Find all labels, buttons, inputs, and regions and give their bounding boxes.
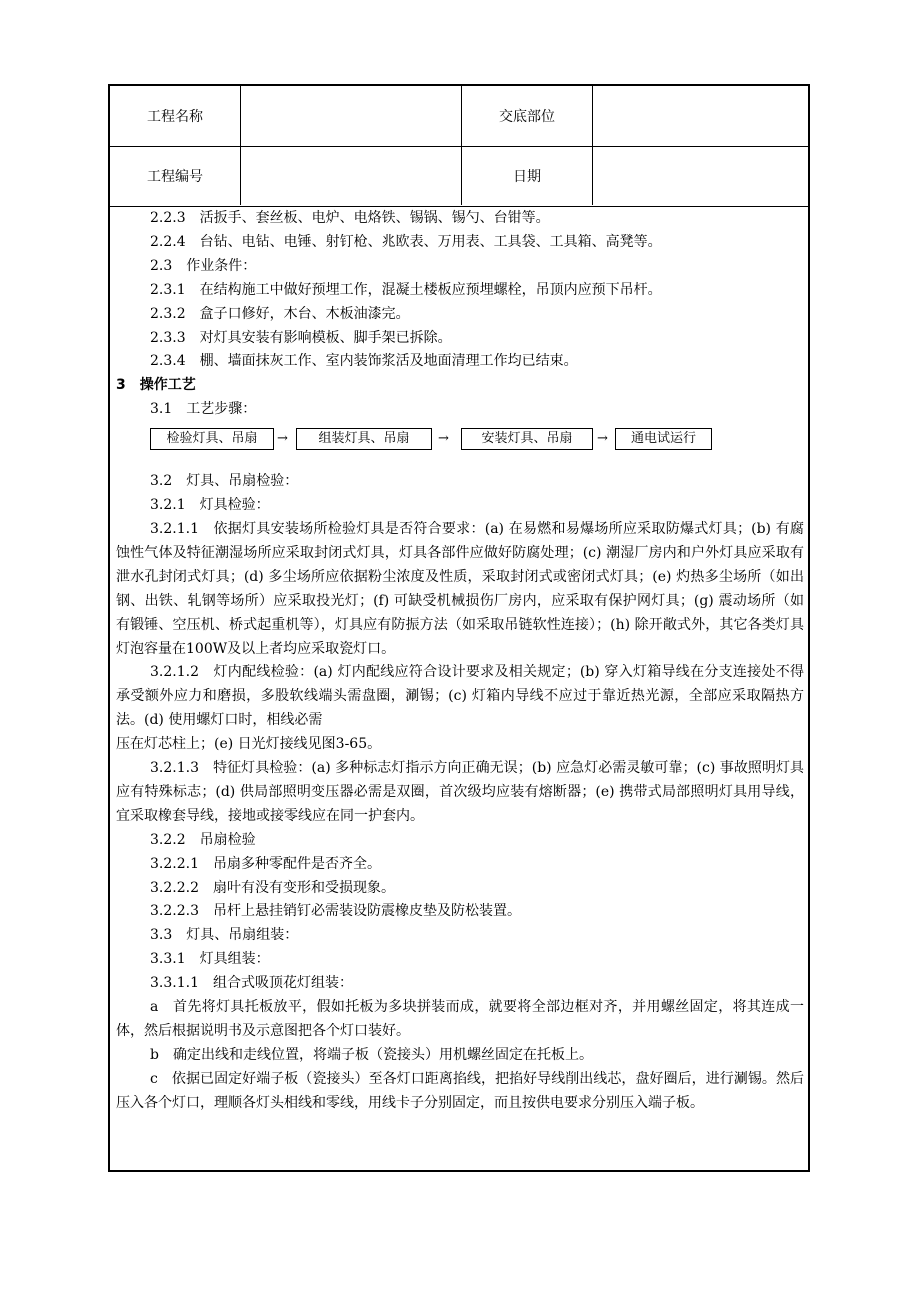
paragraph-b: b 确定出线和走线位置，将端子板（瓷接头）用机螺丝固定在托板上。 [150, 1046, 593, 1063]
paragraph-3-2-1-3: 3.2.1.3 特征灯具检验：(a) 多种标志灯指示方向正确无误；(b) 应急灯必需灵敏可靠；(c) 事故照明灯具应有特殊标志；(d) 供局部照明变压器必需是双圈，首次级均应装有熔断器；(e) 携带式局部照明灯具用导线，宜采取橡套导线，接地或接零线应在同一护套内。 [116, 760, 804, 824]
header-row-2 [110, 146, 808, 205]
line-3-3-1-1: 3.3.1.1 组合式吸顶花灯组装： [150, 975, 353, 992]
project-name-label: 工程名称 [110, 86, 241, 146]
project-no-value[interactable] [241, 146, 462, 205]
line-3-2-2-3: 3.2.2.3 吊杆上悬挂销钉必需装设防震橡皮垫及防松装置。 [150, 903, 521, 920]
header-table [110, 86, 808, 207]
flow-step-install: 安装灯具、吊扇 [461, 428, 593, 450]
header-row-1 [110, 86, 808, 147]
line-3-2-2-1: 3.2.2.1 吊扇多种零配件是否齐全。 [150, 855, 381, 872]
line-3-2-1: 3.2.1 灯具检验： [150, 497, 270, 514]
paragraph-a: a 首先将灯具托板放平，假如托板为多块拼装而成，就要将全部边框对齐，并用螺丝固定，将其连成一体，然后根据说明书及示意图把各个灯口装好。 [116, 999, 804, 1039]
date-label: 日期 [462, 146, 593, 205]
line-2-3-3: 2.3.3 对灯具安装有影响模板、脚手架已拆除。 [150, 329, 452, 346]
line-3-2: 3.2 灯具、吊扇检验： [150, 473, 299, 490]
line-3-3: 3.3 灯具、吊扇组装： [150, 927, 299, 944]
flow-arrow-3: → [597, 431, 608, 447]
project-name-value[interactable] [241, 86, 462, 146]
flow-arrow-2: → [438, 431, 449, 447]
line-3-3-1: 3.3.1 灯具组装： [150, 951, 270, 968]
line-3-1: 3.1 工艺步骤： [150, 401, 257, 418]
project-no-label: 工程编号 [110, 146, 241, 205]
line-2-2-4: 2.2.4 台钻、电钻、电锤、射钉枪、兆欧表、万用表、工具袋、工具箱、高凳等。 [150, 233, 662, 250]
line-2-3: 2.3 作业条件： [150, 257, 257, 274]
document-sheet [108, 84, 810, 1172]
section-3-heading: 3 操作工艺 [116, 377, 196, 394]
flow-step-inspect: 检验灯具、吊扇 [150, 428, 274, 450]
line-2-3-4: 2.3.4 棚、墙面抹灰工作、室内装饰浆活及地面清理工作均已结束。 [150, 353, 578, 370]
paragraph-3-2-1-1: 3.2.1.1 依据灯具安装场所检验灯具是否符合要求：(a) 在易燃和易爆场所应采取防爆式灯具；(b) 有腐蚀性气体及特征潮湿场所应采取封闭式灯具，灯具各部件应做好防腐处理；(c) 潮湿厂房内和户外灯具应采取有泄水孔封闭式灯具；(d) 多尘场所应依据粉尘浓度及性质，采取封闭式或密闭式灯具；(e) 灼热多尘场所（如出钢、出铁、轧钢等场所）应采取投光灯；(f) 可缺受机械损伤厂房内，应采取有保护网灯具；(g) 震动场所（如有锻锤、空压机、桥式起重机等），灯具应有防振方法（如采取吊链软性连接）；(h) 除开敞式外，其它各类灯具灯泡容量在100W及以上者均应采取瓷灯口。 [116, 520, 804, 657]
date-value[interactable] [593, 146, 808, 205]
flow-arrow-1: → [277, 431, 288, 447]
paragraph-3-2-1-2-cont: 压在灯芯柱上；(e) 日光灯接线见图3-65。 [116, 736, 382, 753]
line-2-3-1: 2.3.1 在结构施工中做好预埋工作，混凝土楼板应预埋螺栓，吊顶内应预下吊杆。 [150, 281, 662, 298]
line-3-2-2-2: 3.2.2.2 扇叶有没有变形和受损现象。 [150, 879, 395, 896]
flow-step-assemble: 组装灯具、吊扇 [296, 428, 432, 450]
flow-step-test-run: 通电试运行 [615, 428, 712, 450]
body-content [116, 207, 804, 1116]
handover-part-value[interactable] [593, 86, 808, 146]
paragraph-c: c 依据已固定好端子板（瓷接头）至各灯口距离掐线，把掐好导线削出线芯，盘好圈后，进行涮锡。然后压入各个灯口，理顺各灯头相线和零线，用线卡子分别固定，而且按供电要求分别压入端子板。 [116, 1070, 804, 1111]
process-flow [150, 422, 804, 458]
line-2-3-2: 2.3.2 盒子口修好，木台、木板油漆完。 [150, 305, 410, 322]
handover-part-label: 交底部位 [462, 86, 593, 146]
paragraph-3-2-1-2: 3.2.1.2 灯内配线检验：(a) 灯内配线应符合设计要求及相关规定；(b) 穿入灯箱导线在分支连接处不得承受额外应力和磨损，多股软线端头需盘圈，涮锡；(c) 灯箱内导线不应过于靠近热光源，全部应采取隔热方法。(d) 使用螺灯口时，相线必需 [116, 664, 804, 729]
line-2-2-3: 2.2.3 活扳手、套丝板、电炉、电烙铁、锡锅、锡勺、台钳等。 [150, 210, 550, 226]
line-3-2-2: 3.2.2 吊扇检验 [150, 831, 256, 848]
